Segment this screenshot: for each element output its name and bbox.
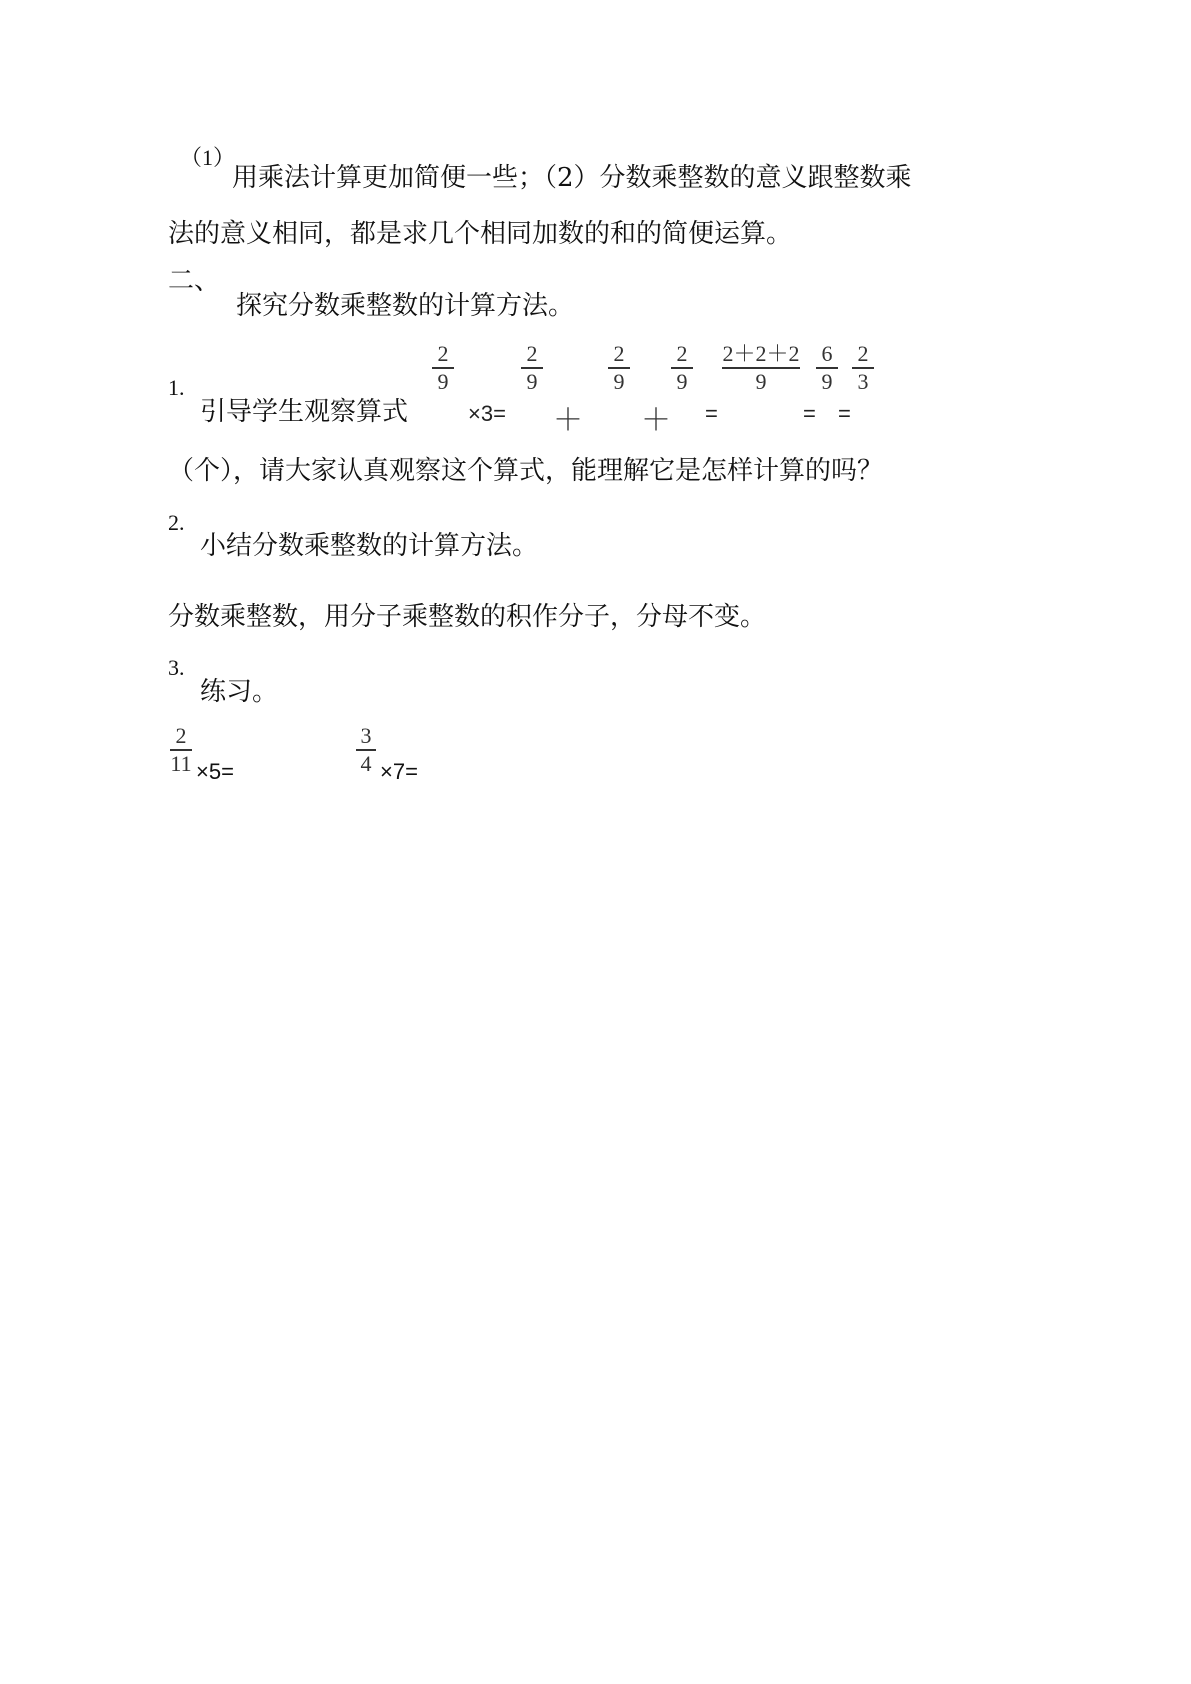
denominator: 9 [437, 368, 449, 394]
numerator: 3 [360, 723, 372, 748]
rule-text: 分数乘整数，用分子乘整数的积作分子，分母不变。 [168, 602, 767, 632]
plus-sign: ＋ [553, 404, 583, 437]
denominator: 9 [676, 368, 688, 394]
item-marker-1: （1） [180, 145, 236, 170]
denominator: 9 [613, 368, 625, 394]
fraction [671, 342, 693, 394]
step-marker-3: 3. [168, 655, 185, 680]
denominator: 9 [526, 368, 538, 394]
step-text: 练习。 [200, 677, 279, 707]
denominator: 9 [821, 368, 833, 394]
fraction [816, 342, 838, 394]
equals-sign: = [838, 401, 851, 426]
times-operator: ×7= [380, 759, 418, 784]
equals-sign: = [705, 401, 718, 426]
fraction [521, 342, 543, 394]
denominator: 11 [170, 750, 192, 776]
denominator: 9 [755, 368, 767, 394]
equals-sign: = [803, 401, 816, 426]
fraction [356, 724, 376, 776]
numerator: 6 [821, 341, 833, 366]
times-operator: ×3= [468, 401, 506, 426]
numerator: 2 [526, 341, 538, 366]
step-text: 引导学生观察算式 [200, 397, 409, 427]
numerator: 2 [437, 341, 449, 366]
numerator: 2＋2＋2 [722, 341, 800, 366]
paragraph-line: 用乘法计算更加简便一些；（2）分数乘整数的意义跟整数乘 [232, 163, 912, 193]
numerator: 2 [175, 723, 187, 748]
step-text: 小结分数乘整数的计算方法。 [200, 531, 539, 561]
fraction [608, 342, 630, 394]
step-marker-2: 2. [168, 510, 185, 535]
paragraph-line: （个），请大家认真观察这个算式，能理解它是怎样计算的吗？ [168, 456, 884, 486]
fraction [722, 342, 800, 394]
step-marker-1: 1. [168, 375, 185, 400]
denominator: 3 [857, 368, 869, 394]
numerator: 2 [857, 341, 869, 366]
fraction [852, 342, 874, 394]
denominator: 4 [360, 750, 372, 776]
numerator: 2 [676, 341, 688, 366]
times-operator: ×5= [196, 759, 234, 784]
numerator: 2 [613, 341, 625, 366]
plus-sign: ＋ [641, 404, 671, 437]
section-title: 探究分数乘整数的计算方法。 [236, 291, 575, 321]
section-marker: 二、 [168, 266, 221, 296]
paragraph-line: 法的意义相同，都是求几个相同加数的和的简便运算。 [168, 219, 793, 249]
fraction [170, 724, 192, 776]
fraction [432, 342, 454, 394]
